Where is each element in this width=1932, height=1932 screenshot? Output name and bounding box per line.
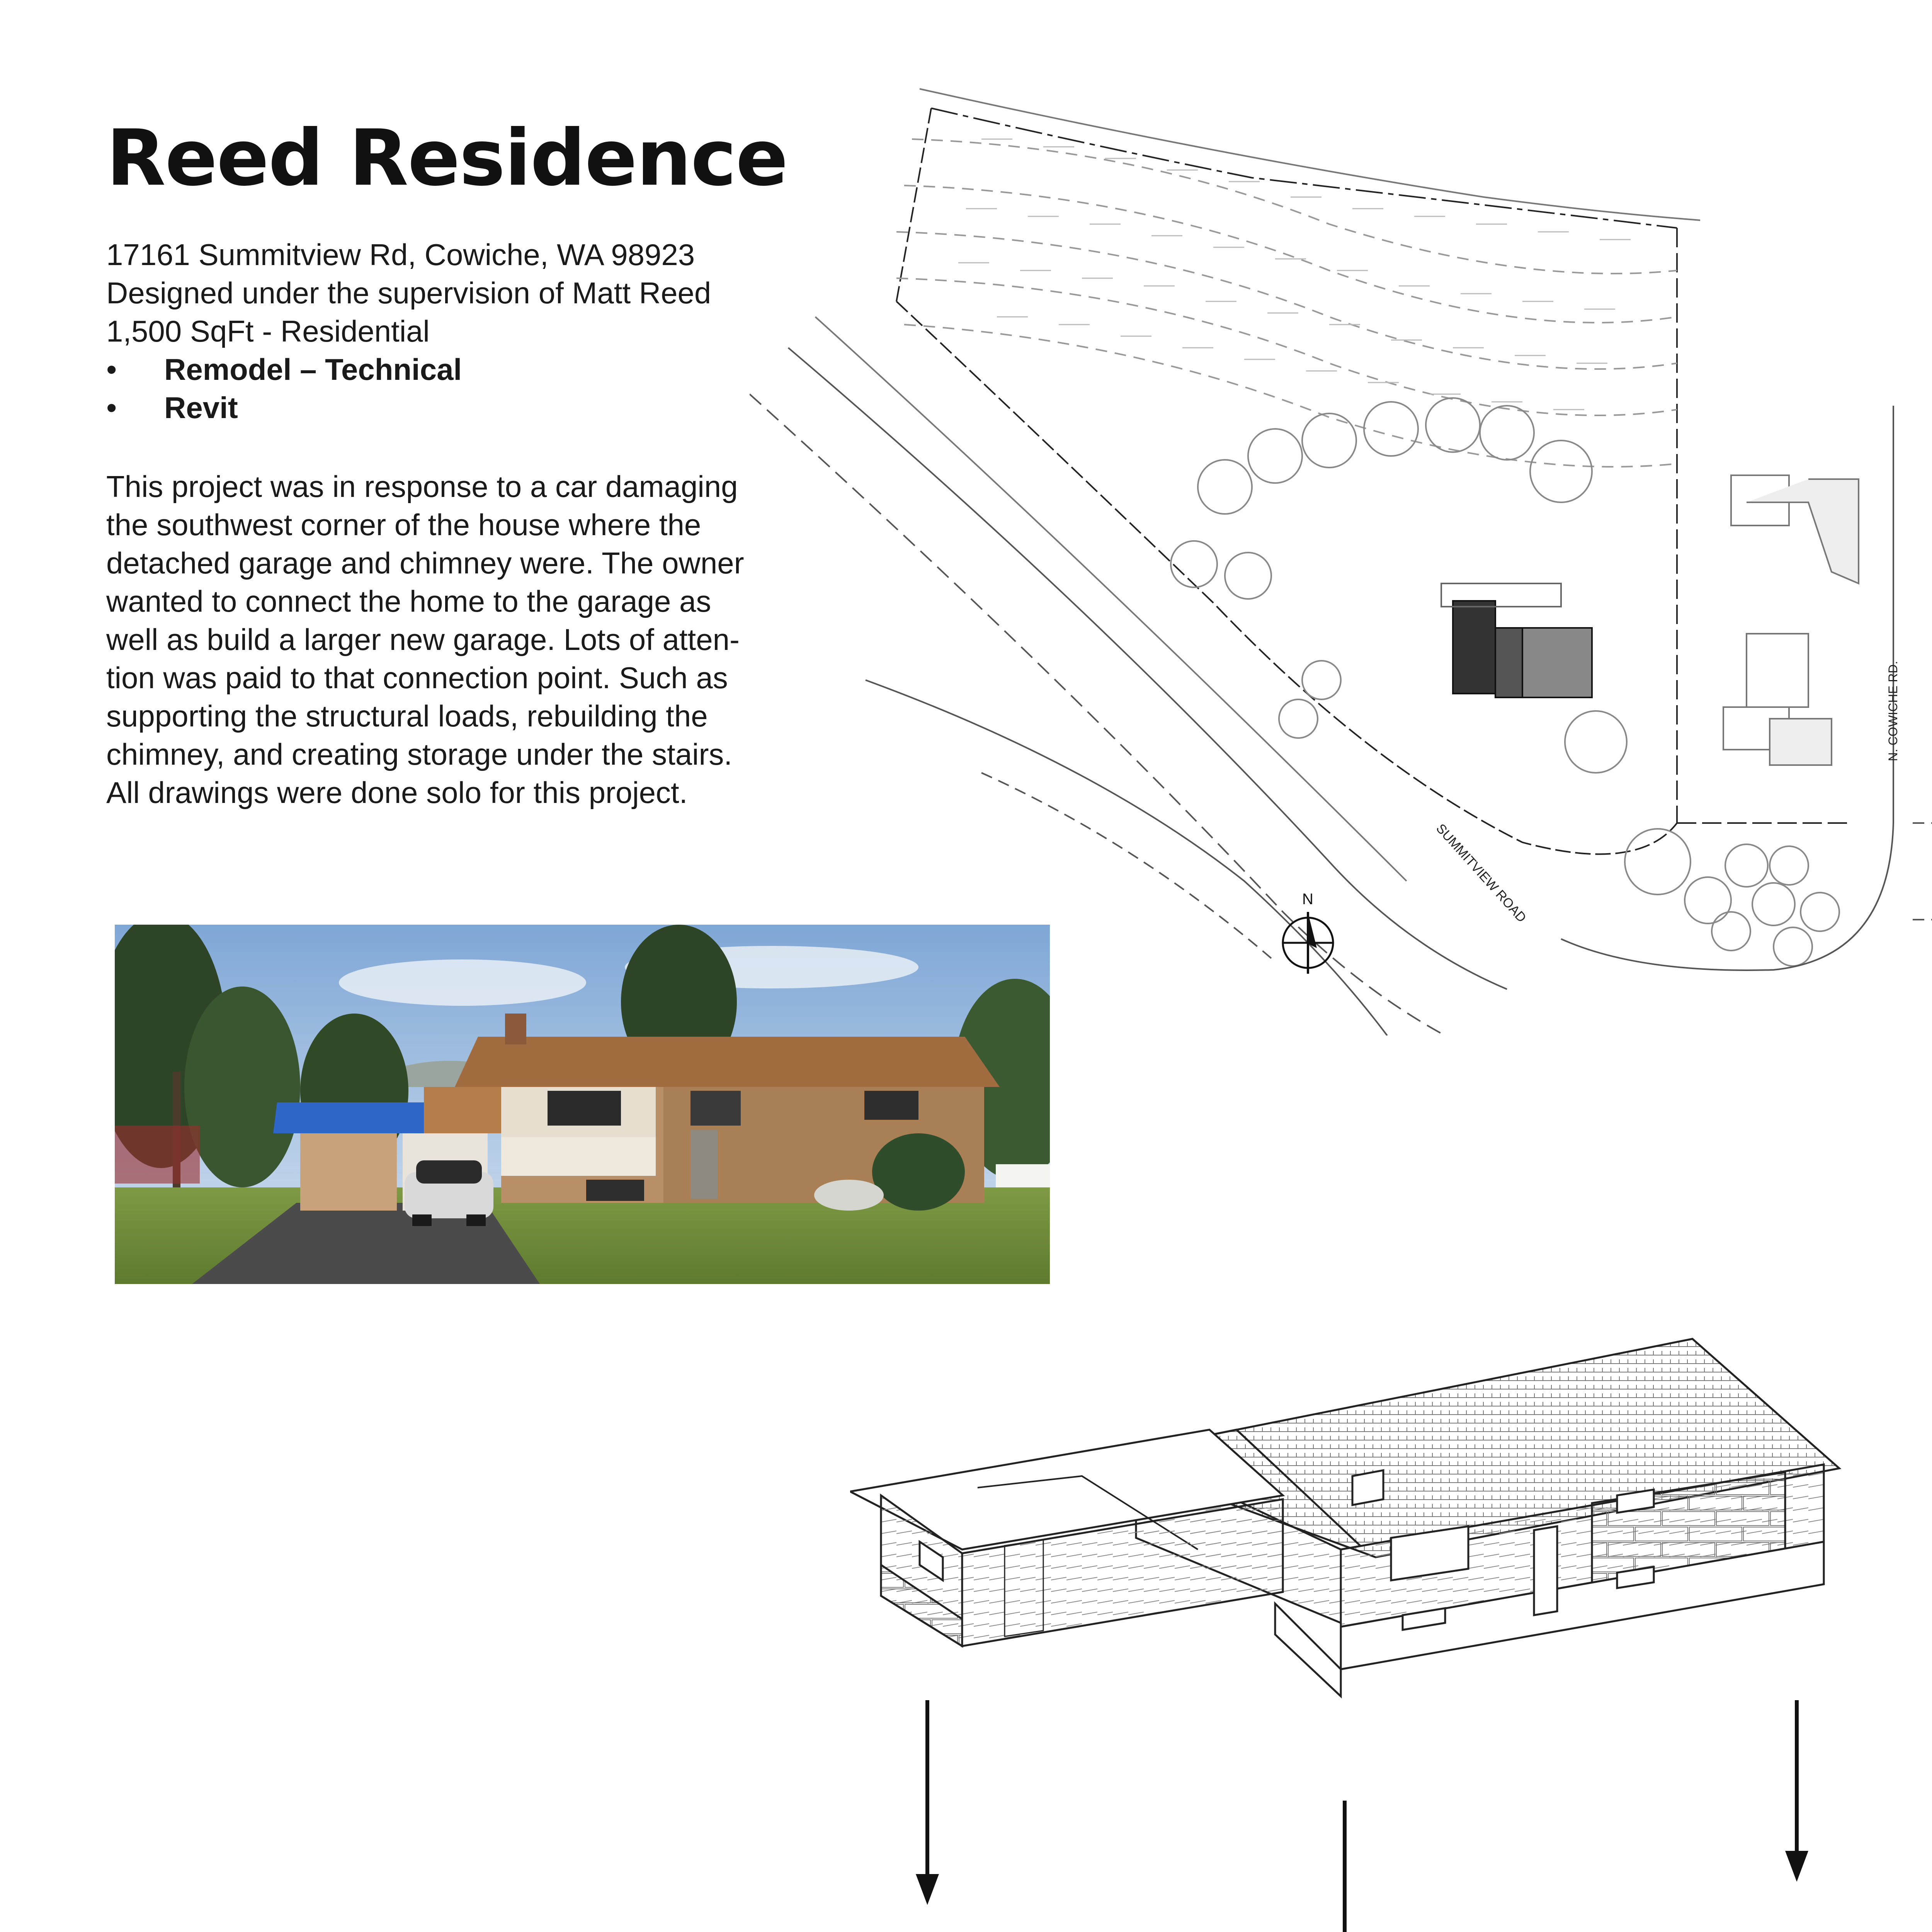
description-line: tion was paid to that connection point. Such as	[106, 661, 728, 695]
description-line: well as build a larger new garage. Lots of atten-	[106, 622, 740, 656]
project-supervision: Designed under the supervision of Matt Reed	[106, 276, 711, 310]
bullet-label: Revit	[164, 391, 238, 425]
description-line: This project was in response to a car damaging	[106, 469, 738, 503]
bullet-item	[106, 350, 711, 389]
summitview-road-label: SUMMITVIEW ROAD	[1433, 821, 1529, 925]
bullet-dot-icon: •	[106, 352, 117, 386]
description-line: the southwest corner of the house where the	[106, 508, 701, 542]
arrow-down-icon	[1785, 1700, 1808, 1882]
description-line: All drawings were done solo for this project.	[106, 776, 688, 810]
transition-arrows	[889, 1685, 1855, 1932]
bullet-dot-icon: •	[106, 391, 117, 425]
project-size: 1,500 SqFt - Residential	[106, 314, 430, 348]
description-line: supporting the structural loads, rebuilding the	[106, 699, 708, 733]
bullet-item	[106, 389, 711, 427]
project-description	[106, 468, 755, 812]
north-label: N	[1302, 891, 1313, 908]
description-line: wanted to connect the home to the garage as	[106, 584, 711, 618]
project-info	[106, 236, 711, 427]
project-address: 17161 Summitview Rd, Cowiche, WA 98923	[106, 238, 695, 272]
arrow-down-icon	[1333, 1801, 1356, 1932]
arrow-down-icon	[916, 1700, 939, 1905]
north-arrow-icon	[1283, 912, 1333, 974]
project-title: Reed Residence	[106, 113, 787, 203]
description-line: chimney, and creating storage under the stairs.	[106, 737, 733, 771]
bullet-label: Remodel – Technical	[164, 352, 462, 386]
description-line: detached garage and chimney were. The owner	[106, 546, 744, 580]
site-plan-drawing	[750, 70, 1932, 1036]
cowiche-road-label: N. COWICHE RD.	[1886, 661, 1900, 761]
